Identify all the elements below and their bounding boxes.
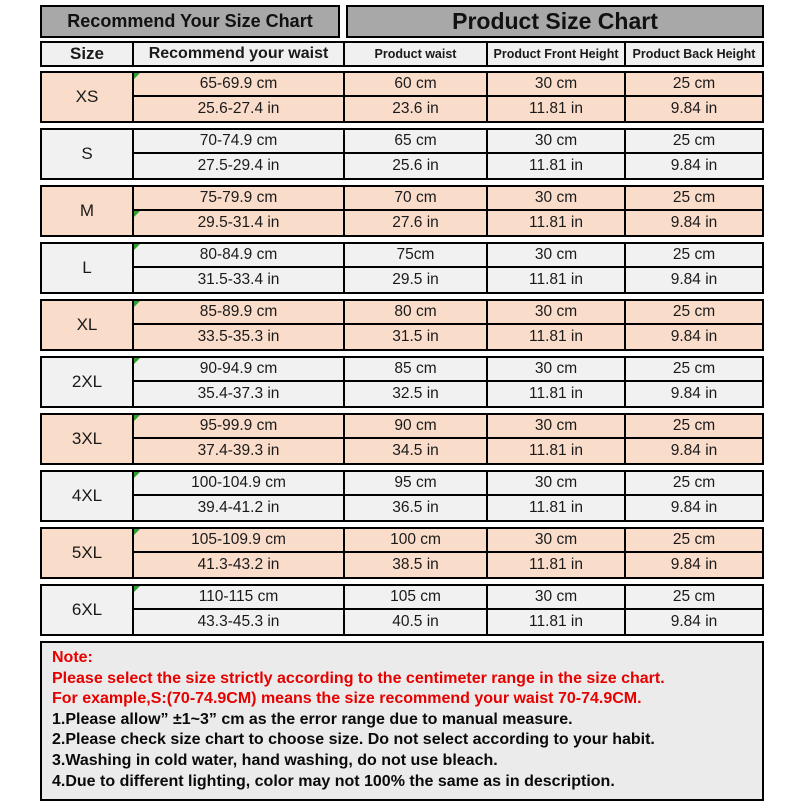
back-height-cm-value: 25 cm: [672, 75, 716, 92]
note-box: [40, 641, 764, 801]
front-height-cm-cell: [486, 415, 624, 439]
product-waist-in-value: 34.5 in: [392, 442, 439, 459]
product-waist-in-value: 27.6 in: [392, 214, 439, 231]
back-height-in-value: 9.84 in: [670, 100, 718, 117]
note-line: Please select the size strictly according to the centimeter range in the size chart.: [52, 669, 665, 687]
recommend-waist-in-cell: [132, 610, 343, 634]
note-line: 4.Due to different lighting, color may not 100% the same as in description.: [52, 772, 615, 790]
size-group-row: [40, 470, 764, 522]
product-waist-in-value: 25.6 in: [392, 157, 439, 174]
recommend-waist-cm-cell: [132, 187, 343, 211]
size-group-row: [40, 356, 764, 408]
product-waist-cm-cell: [343, 187, 486, 211]
column-header-recommend-waist: Recommend your waist: [132, 43, 343, 65]
front-height-cm-cell: [486, 472, 624, 496]
product-waist-in-cell: [343, 553, 486, 577]
back-height-cm-value: 25 cm: [672, 588, 716, 605]
front-height-cm-value: 30 cm: [534, 75, 578, 92]
product-waist-in-cell: [343, 154, 486, 178]
product-waist-in-cell: [343, 610, 486, 634]
front-height-in-cell: [486, 610, 624, 634]
back-height-cm-cell: [624, 529, 762, 553]
back-height-cm-cell: [624, 130, 762, 154]
back-height-in-cell: [624, 439, 762, 463]
back-height-in-cell: [624, 268, 762, 292]
size-group-row: [40, 527, 764, 579]
product-waist-in-value: 32.5 in: [392, 385, 439, 402]
front-height-cm-value: 30 cm: [534, 303, 578, 320]
recommend-waist-cm-cell: [132, 472, 343, 496]
product-waist-cm-cell: [343, 73, 486, 97]
excel-flag-icon: [134, 211, 140, 217]
excel-flag-icon: [134, 358, 140, 364]
recommend-waist-cm-cell: [132, 130, 343, 154]
product-waist-cm-value: 65 cm: [394, 132, 437, 149]
back-height-in-cell: [624, 211, 762, 235]
back-height-cm-cell: [624, 73, 762, 97]
front-height-cm-cell: [486, 586, 624, 610]
back-height-in-cell: [624, 325, 762, 349]
recommend-waist-in-cell: [132, 325, 343, 349]
back-height-cm-cell: [624, 472, 762, 496]
excel-flag-icon: [134, 529, 140, 535]
back-height-cm-cell: [624, 244, 762, 268]
back-height-in-value: 9.84 in: [670, 385, 718, 402]
product-waist-in-cell: [343, 97, 486, 121]
product-waist-cm-value: 70 cm: [394, 189, 437, 206]
product-waist-in-cell: [343, 268, 486, 292]
recommend-waist-in-cell: [132, 439, 343, 463]
back-height-in-value: 9.84 in: [670, 442, 718, 459]
back-height-in-value: 9.84 in: [670, 214, 718, 231]
front-height-in-value: 11.81 in: [528, 157, 583, 174]
recommend-waist-cm-cell: [132, 301, 343, 325]
size-label: XS: [75, 87, 99, 106]
back-height-in-cell: [624, 553, 762, 577]
recommend-waist-cm-cell: [132, 358, 343, 382]
product-waist-cm-value: 100 cm: [390, 531, 441, 548]
front-height-in-value: 11.81 in: [528, 613, 583, 630]
recommend-waist-cm-value: 65-69.9 cm: [199, 75, 278, 92]
product-waist-in-cell: [343, 211, 486, 235]
product-waist-in-value: 29.5 in: [392, 271, 439, 288]
size-label: M: [79, 201, 95, 220]
recommend-waist-in-cell: [132, 553, 343, 577]
recommend-waist-in-cell: [132, 382, 343, 406]
size-label: 6XL: [71, 600, 103, 619]
excel-flag-icon: [134, 301, 140, 307]
back-height-in-value: 9.84 in: [670, 328, 718, 345]
recommend-waist-cm-cell: [132, 415, 343, 439]
size-chart-table: [40, 5, 764, 801]
front-height-in-value: 11.81 in: [528, 442, 583, 459]
front-height-in-value: 11.81 in: [528, 214, 583, 231]
product-waist-cm-cell: [343, 130, 486, 154]
product-waist-in-value: 36.5 in: [392, 499, 439, 516]
recommend-waist-cm-value: 100-104.9 cm: [191, 474, 286, 491]
product-waist-cm-cell: [343, 244, 486, 268]
recommend-waist-in-value: 41.3-43.2 in: [197, 556, 280, 573]
product-waist-in-cell: [343, 325, 486, 349]
product-waist-cm-cell: [343, 358, 486, 382]
size-label: S: [81, 144, 93, 163]
front-height-in-cell: [486, 154, 624, 178]
product-waist-cm-cell: [343, 472, 486, 496]
back-height-cm-value: 25 cm: [672, 474, 716, 491]
back-height-cm-cell: [624, 586, 762, 610]
size-group-row: [40, 128, 764, 180]
size-label: 2XL: [71, 372, 103, 391]
front-height-cm-value: 30 cm: [534, 474, 578, 491]
back-height-in-cell: [624, 496, 762, 520]
recommend-waist-cm-value: 110-115 cm: [198, 588, 279, 605]
front-height-cm-cell: [486, 358, 624, 382]
front-height-in-value: 11.81 in: [528, 100, 583, 117]
product-waist-cm-value: 60 cm: [394, 75, 437, 92]
front-height-cm-value: 30 cm: [534, 360, 578, 377]
recommend-waist-in-cell: [132, 268, 343, 292]
column-header-product-front-height: Product Front Height: [486, 43, 624, 65]
note-line: For example,S:(70-74.9CM) means the size recommend your waist 70-74.9CM.: [52, 690, 642, 708]
front-height-cm-value: 30 cm: [534, 132, 578, 149]
note-line: 2.Please check size chart to choose size. Do not select according to your habit.: [52, 731, 655, 749]
size-group-row: [40, 584, 764, 636]
excel-flag-icon: [134, 244, 140, 250]
recommend-waist-cm-value: 80-84.9 cm: [199, 246, 278, 263]
back-height-cm-value: 25 cm: [672, 417, 716, 434]
recommend-waist-in-cell: [132, 97, 343, 121]
excel-flag-icon: [134, 472, 140, 478]
column-header-product-back-height: Product Back Height: [624, 43, 762, 65]
product-waist-in-cell: [343, 496, 486, 520]
product-waist-cm-cell: [343, 415, 486, 439]
recommend-waist-cm-cell: [132, 529, 343, 553]
back-height-in-cell: [624, 97, 762, 121]
front-height-in-value: 11.81 in: [528, 385, 583, 402]
column-header-product-waist: Product waist: [343, 43, 486, 65]
recommend-waist-cm-value: 95-99.9 cm: [199, 417, 278, 434]
back-height-cm-value: 25 cm: [672, 132, 716, 149]
recommend-waist-cm-cell: [132, 73, 343, 97]
back-height-cm-value: 25 cm: [672, 303, 716, 320]
size-group-row: [40, 242, 764, 294]
front-height-cm-cell: [486, 187, 624, 211]
recommend-waist-in-value: 35.4-37.3 in: [197, 385, 280, 402]
back-height-cm-cell: [624, 415, 762, 439]
recommend-waist-in-value: 25.6-27.4 in: [197, 100, 280, 117]
front-height-in-cell: [486, 325, 624, 349]
front-height-cm-cell: [486, 301, 624, 325]
front-height-in-cell: [486, 382, 624, 406]
recommend-waist-cm-value: 70-74.9 cm: [199, 132, 278, 149]
product-waist-cm-value: 90 cm: [394, 417, 437, 434]
size-label: 3XL: [71, 429, 103, 448]
column-header-size: Size: [69, 44, 105, 63]
back-height-in-cell: [624, 382, 762, 406]
front-height-in-cell: [486, 211, 624, 235]
recommend-waist-in-cell: [132, 496, 343, 520]
size-label: 5XL: [71, 543, 103, 562]
back-height-cm-cell: [624, 358, 762, 382]
front-height-in-cell: [486, 496, 624, 520]
size-label: 4XL: [71, 486, 103, 505]
size-group-row: [40, 299, 764, 351]
size-label: XL: [76, 315, 98, 334]
front-height-in-cell: [486, 553, 624, 577]
recommend-waist-cm-value: 105-109.9 cm: [191, 531, 286, 548]
recommend-waist-in-value: 27.5-29.4 in: [197, 157, 280, 174]
back-height-in-value: 9.84 in: [670, 157, 718, 174]
recommend-waist-in-value: 39.4-41.2 in: [197, 499, 280, 516]
product-waist-in-value: 40.5 in: [392, 613, 439, 630]
product-waist-in-value: 31.5 in: [392, 328, 439, 345]
front-height-in-value: 11.81 in: [528, 499, 583, 516]
product-waist-cm-value: 80 cm: [394, 303, 437, 320]
note-line: 3.Washing in cold water, hand washing, do not use bleach.: [52, 751, 498, 769]
excel-flag-icon: [134, 73, 140, 79]
recommend-waist-in-cell: [132, 211, 343, 235]
chart-title-row: [40, 5, 764, 38]
product-waist-cm-cell: [343, 586, 486, 610]
front-height-cm-cell: [486, 529, 624, 553]
note-line: 1.Please allow” ±1~3” cm as the error range due to manual measure.: [52, 710, 573, 728]
front-height-in-value: 11.81 in: [528, 556, 583, 573]
front-height-cm-value: 30 cm: [534, 246, 578, 263]
size-table-body: [40, 71, 764, 636]
front-height-cm-value: 30 cm: [534, 189, 578, 206]
back-height-cm-cell: [624, 301, 762, 325]
back-height-in-cell: [624, 154, 762, 178]
product-waist-cm-value: 105 cm: [390, 588, 441, 605]
product-waist-cm-value: 95 cm: [394, 474, 437, 491]
recommend-waist-in-value: 43.3-45.3 in: [197, 613, 280, 630]
product-waist-cm-value: 85 cm: [394, 360, 437, 377]
recommend-waist-cm-value: 85-89.9 cm: [199, 303, 278, 320]
front-height-cm-value: 30 cm: [534, 417, 578, 434]
size-group-row: [40, 185, 764, 237]
front-height-cm-value: 30 cm: [534, 531, 578, 548]
recommend-size-chart-title: Recommend Your Size Chart: [40, 5, 340, 38]
product-waist-cm-cell: [343, 529, 486, 553]
recommend-waist-cm-value: 90-94.9 cm: [199, 360, 278, 377]
column-header-row: [40, 41, 764, 67]
back-height-cm-value: 25 cm: [672, 189, 716, 206]
product-waist-in-value: 23.6 in: [392, 100, 439, 117]
size-label: L: [82, 258, 92, 277]
size-group-row: [40, 413, 764, 465]
front-height-cm-cell: [486, 130, 624, 154]
excel-flag-icon: [134, 586, 140, 592]
recommend-waist-in-cell: [132, 154, 343, 178]
back-height-cm-value: 25 cm: [672, 531, 716, 548]
front-height-in-cell: [486, 439, 624, 463]
product-waist-in-cell: [343, 439, 486, 463]
recommend-waist-cm-value: 75-79.9 cm: [199, 189, 278, 206]
front-height-in-value: 11.81 in: [528, 271, 583, 288]
front-height-cm-value: 30 cm: [534, 588, 578, 605]
size-group-row: [40, 71, 764, 123]
product-size-chart-title: Product Size Chart: [346, 5, 764, 38]
recommend-waist-in-value: 29.5-31.4 in: [197, 214, 280, 231]
front-height-in-value: 11.81 in: [528, 328, 583, 345]
back-height-in-cell: [624, 610, 762, 634]
back-height-in-value: 9.84 in: [670, 556, 718, 573]
product-waist-cm-value: 75cm: [396, 246, 435, 263]
recommend-waist-cm-cell: [132, 244, 343, 268]
product-waist-in-value: 38.5 in: [392, 556, 439, 573]
back-height-cm-value: 25 cm: [672, 246, 716, 263]
front-height-in-cell: [486, 268, 624, 292]
recommend-waist-cm-cell: [132, 586, 343, 610]
recommend-waist-in-value: 33.5-35.3 in: [197, 328, 280, 345]
product-waist-cm-cell: [343, 301, 486, 325]
recommend-waist-in-value: 31.5-33.4 in: [197, 271, 280, 288]
product-waist-in-cell: [343, 382, 486, 406]
back-height-in-value: 9.84 in: [670, 613, 718, 630]
back-height-in-value: 9.84 in: [670, 271, 718, 288]
recommend-waist-in-value: 37.4-39.3 in: [197, 442, 280, 459]
back-height-cm-cell: [624, 187, 762, 211]
excel-flag-icon: [134, 415, 140, 421]
front-height-cm-cell: [486, 244, 624, 268]
note-line: Note:: [52, 649, 93, 666]
back-height-in-value: 9.84 in: [670, 499, 718, 516]
front-height-in-cell: [486, 97, 624, 121]
back-height-cm-value: 25 cm: [672, 360, 716, 377]
front-height-cm-cell: [486, 73, 624, 97]
